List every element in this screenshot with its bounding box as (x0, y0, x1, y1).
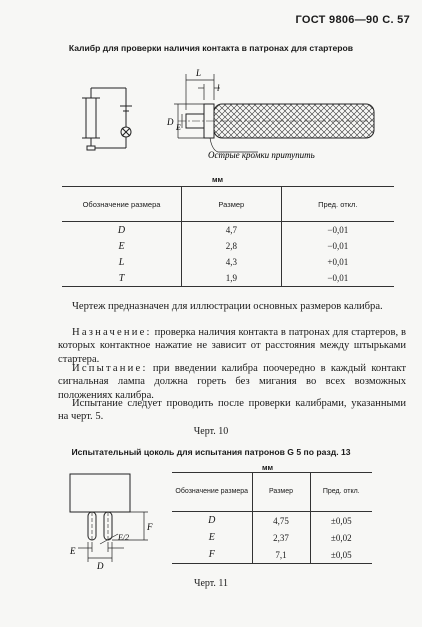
edge-note: Острые кромки притупить (208, 150, 315, 160)
dim-D-label: D (97, 561, 104, 571)
col-designation: Обозначение размера (62, 187, 182, 222)
unit-label: мм (262, 463, 274, 472)
paragraph-test (58, 362, 406, 402)
cell-sym: T (62, 270, 182, 287)
cell-dev: −0,01 (281, 238, 394, 254)
figure-caption-11: Черт. 11 (193, 578, 229, 589)
cell-dev: −0,01 (281, 270, 394, 287)
dim-E-label: E (176, 123, 181, 132)
test-text: при введении калибра поочередно в каждый контакт сигнальная лампа должна гореть без мигания во всех возможных положениях калибра. (58, 363, 406, 401)
dim-D-label: D (167, 117, 174, 127)
test-heading: Испытание: (72, 363, 148, 374)
table-row (62, 270, 394, 287)
paragraph-purpose-drawing: Чертеж предназначен для иллюстрации основных размеров калибра. (72, 301, 383, 312)
cell-dev: +0,01 (281, 254, 394, 270)
purpose-text: проверка наличия контакта в патронах для стартеров, в которых контактное нажатие не зависит от расстояния между штырьками стартера. (58, 327, 406, 365)
unit-label: мм (212, 175, 224, 184)
section2-title: Испытательный цоколь для испытания патронов G 5 по разд. 13 (71, 447, 351, 457)
dim-l-label: l (217, 83, 220, 93)
cell-dev: ±0,05 (310, 512, 372, 530)
cell-sym: E (118, 240, 125, 252)
cell-size: 4,75 (252, 512, 310, 530)
dim-L-label: L (196, 68, 202, 78)
col-tolerance: Пред. откл. (310, 473, 372, 512)
col-size: Размер (182, 187, 282, 222)
cell-dev: ±0,05 (310, 546, 372, 564)
table-row (172, 546, 372, 564)
table-row (62, 238, 394, 254)
paragraph-test-order: Испытание следует проводить после проверки калибрами, указанными на черт. 5. (58, 398, 406, 423)
purpose-heading: Назначение: (72, 327, 152, 338)
table-row (62, 254, 394, 270)
test-cap-drawing (56, 464, 176, 576)
cell-dev: ±0,02 (310, 529, 372, 546)
cell-sym: D (208, 515, 216, 526)
gauge-dimension-table (62, 186, 394, 287)
col-designation: Обозначение размера (172, 473, 252, 512)
test-cap-body (70, 474, 130, 540)
cell-sym: L (118, 256, 125, 268)
dim-E-label: E (70, 546, 76, 556)
cell-sym: D (117, 224, 126, 236)
section1-title: Калибр для проверки наличия контакта в патронах для стартеров (68, 43, 354, 53)
cell-size: 1,9 (182, 270, 282, 287)
cell-size: 4,3 (182, 254, 282, 270)
page-header: ГОСТ 9806—90 С. 57 (295, 14, 410, 26)
gauge-drawing (78, 60, 378, 170)
cell-size: 7,1 (252, 546, 310, 564)
dim-F-label: F (147, 522, 153, 532)
cell-size: 2,8 (182, 238, 282, 254)
test-cap-dimension-table (172, 472, 372, 564)
cell-sym: E (208, 532, 215, 543)
dim-E2-label: E/2 (118, 533, 130, 542)
cell-dev: −0,01 (281, 222, 394, 239)
gauge-body (178, 104, 374, 138)
table-row (172, 512, 372, 530)
circuit-schematic (82, 88, 132, 150)
cell-size: 2,37 (252, 529, 310, 546)
cell-size: 4,7 (182, 222, 282, 239)
cell-sym: F (172, 546, 252, 564)
paragraph-purpose (58, 326, 406, 366)
figure-caption-10: Черт. 10 (193, 426, 229, 437)
col-size: Размер (252, 473, 310, 512)
col-tolerance: Пред. откл. (281, 187, 394, 222)
table-row (172, 529, 372, 546)
table-row (62, 222, 394, 239)
